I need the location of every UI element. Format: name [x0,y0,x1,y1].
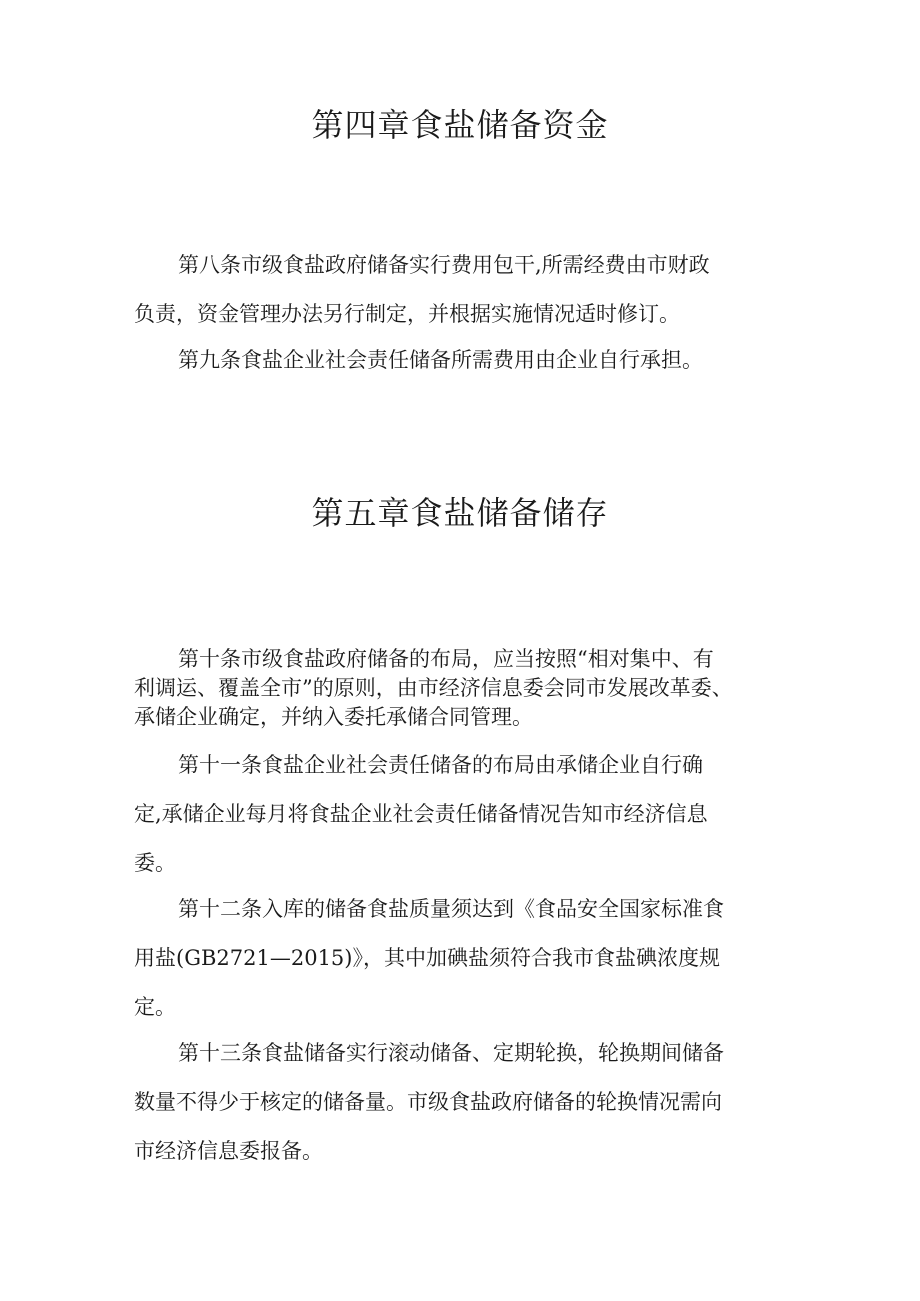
article-13-line-2: 数量不得少于核定的储备量。市级食盐政府储备的轮换情况需向 [134,1090,722,1114]
article-8-line-2: 负责，资金管理办法另行制定，并根据实施情况适时修订。 [134,302,680,326]
article-11-line-3: 委。 [134,851,176,875]
article-8-line-1: 第八条市级食盐政府储备实行费用包干,所需经费由市财政 [178,253,710,277]
article-11-line-2: 定,承储企业每月将食盐企业社会责任储备情况告知市经济信息 [134,802,708,826]
article-10-line-2: 利调运、覆盖全市”的原则，由市经济信息委会同市发展改革委、 [134,676,733,700]
article-11-line-1: 第十一条食盐企业社会责任储备的布局由承储企业自行确 [178,753,703,777]
article-12-line-2: 用盐(GB2721—2015)》，其中加碘盐须符合我市食盐碘浓度规 [134,946,720,970]
article-10-line-1: 第十条市级食盐政府储备的布局，应当按照“相对集中、有 [178,647,714,671]
article-12-line-1: 第十二条入库的储备食盐质量须达到《食品安全国家标准食 [178,897,724,921]
article-9-line-1: 第九条食盐企业社会责任储备所需费用由企业自行承担。 [178,348,703,372]
article-12 [134,885,774,1032]
article-10 [134,645,774,732]
article-12-line-3: 定。 [134,995,176,1019]
article-13-line-1: 第十三条食盐储备实行滚动储备、定期轮换，轮换期间储备 [178,1041,724,1065]
article-13 [134,1029,774,1176]
article-13-line-3: 市经济信息委报备。 [134,1139,323,1163]
article-9 [134,336,774,385]
chapter-4-title: 第四章食盐储备资金 [311,106,609,144]
article-8 [134,241,774,339]
article-11 [134,741,774,888]
chapter-5-title: 第五章食盐储备储存 [311,494,609,532]
article-10-line-3: 承储企业确定，并纳入委托承储合同管理。 [134,705,533,729]
